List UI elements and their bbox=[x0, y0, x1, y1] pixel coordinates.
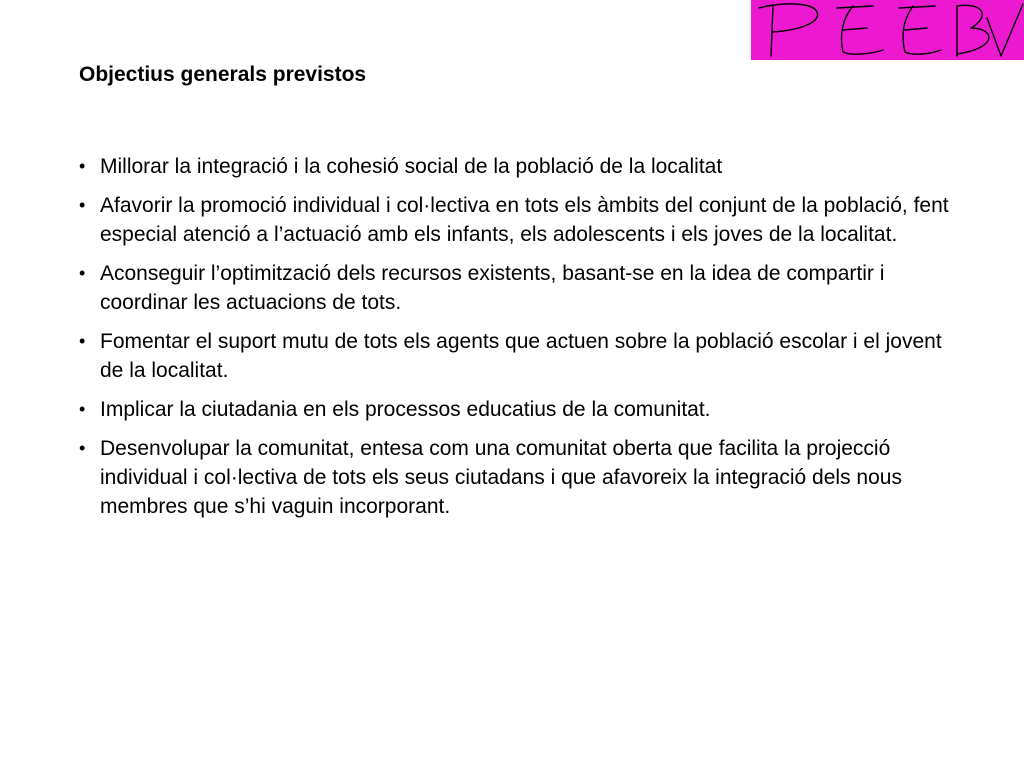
bullet-icon: • bbox=[79, 438, 86, 458]
handwritten-logo-icon bbox=[751, 0, 1024, 60]
bullet-icon: • bbox=[79, 195, 86, 215]
list-item bbox=[79, 327, 949, 385]
list-item bbox=[79, 259, 949, 317]
slide-title: Objectius generals previstos bbox=[79, 63, 367, 86]
objectives-list bbox=[79, 152, 949, 531]
bullet-icon: • bbox=[79, 331, 86, 351]
objective-text: Desenvolupar la comunitat, entesa com una comunitat oberta que facilita la projecció individual i col·lectiva de tots els seus ciutadans i que afavoreix la integració dels nous membres que s’hi vaguin incorporant. bbox=[100, 437, 902, 518]
list-item bbox=[79, 152, 949, 181]
bullet-icon: • bbox=[79, 399, 86, 419]
list-item bbox=[79, 395, 949, 424]
bullet-icon: • bbox=[79, 263, 86, 283]
list-item bbox=[79, 191, 949, 249]
handwritten-logo bbox=[751, 0, 1024, 60]
objective-text: Aconseguir l’optimització dels recursos existents, basant-se en la idea de compartir i coordinar les actuacions de tots. bbox=[100, 262, 885, 314]
objective-text: Fomentar el suport mutu de tots els agents que actuen sobre la població escolar i el jovent de la localitat. bbox=[100, 330, 942, 382]
objective-text: Implicar la ciutadania en els processos educatius de la comunitat. bbox=[100, 398, 711, 421]
list-item bbox=[79, 434, 949, 521]
bullet-icon: • bbox=[79, 156, 86, 176]
objective-text: Afavorir la promoció individual i col·lectiva en tots els àmbits del conjunt de la població, fent especial atenció a l’actuació amb els infants, els adolescents i els joves de la localitat. bbox=[100, 194, 949, 246]
objective-text: Millorar la integració i la cohesió social de la població de la localitat bbox=[100, 155, 723, 178]
